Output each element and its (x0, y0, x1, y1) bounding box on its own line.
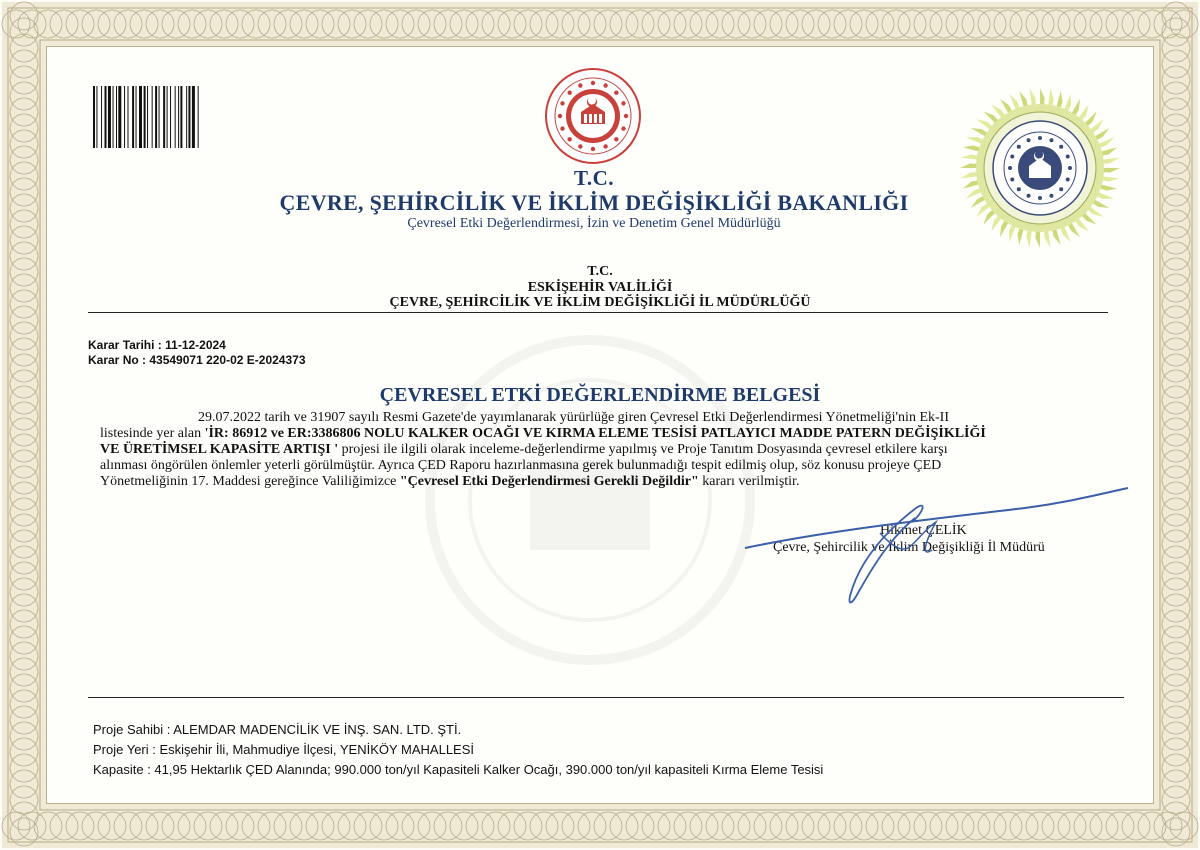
project-name-part-1: 'İR: 86912 ve ER:3386806 NOLU KALKER OCAĞI VE KIRMA ELEME TESİSİ PATLAYICI MADDE PATERN DEĞİŞİKLİĞİ (204, 426, 986, 441)
decision-date: Karar Tarihi : 11-12-2024 (88, 338, 226, 352)
body-line-4 (100, 458, 941, 474)
body-line-1 (198, 410, 949, 426)
provincial-directorate-name: ÇEVRE, ŞEHİRCİLİK VE İKLİM DEĞİŞİKLİĞİ İL MÜDÜRLÜĞÜ (389, 295, 811, 310)
body-line-2-text: listesinde yer alan (100, 426, 205, 441)
project-name-part-2: VE ÜRETİMSEL KAPASİTE ARTIŞI ' (100, 442, 339, 457)
body-line-3 (100, 442, 948, 458)
decision-number: Karar No : 43549071 220-02 E-2024373 (88, 353, 306, 367)
project-capacity: Kapasite : 41,95 Hektarlık ÇED Alanında; 990.000 ton/yıl Kapasiteli Kalker Ocağı, 390.000 ton/yıl kapasiteli Kırma Eleme Tesisi (93, 762, 824, 777)
body-line-4-text: alınması öngörülen önlemler yeterli görülmüştür. Ayrıca ÇED Raporu hazırlanmasına gerek bulunmadığı tespit edilmiş olup, söz konusu projeye ÇED (100, 458, 942, 473)
signatory-title: Çevre, Şehircilik ve İklim Değişikliği İl Müdürü (773, 540, 1045, 555)
footer-divider (88, 697, 1124, 698)
governorate-tc-heading: T.C. (587, 264, 613, 279)
signatory-name: Hikmet ÇELİK (880, 523, 967, 538)
body-line-5-text: Yönetmeliğinin 17. Maddesi gereğince Valiliğimizce (100, 474, 400, 489)
barcode-icon (93, 86, 269, 148)
body-line-5-end: kararı verilmiştir. (698, 474, 800, 489)
ministry-name: ÇEVRE, ŞEHİRCİLİK VE İKLİM DEĞİŞİKLİĞİ BAKANLIĞI (279, 190, 909, 215)
document-title: ÇEVRESEL ETKİ DEĞERLENDİRME BELGESİ (379, 384, 821, 406)
body-line-3-text: projesi ile ilgili olarak inceleme-değerlendirme yapılmış ve Proje Tanıtım Dosyasında çevresel etkilere karşı (338, 442, 948, 457)
handwritten-signature (740, 478, 1140, 608)
project-location: Proje Yeri : Eskişehir İli, Mahmudiye İlçesi, YENİKÖY MAHALLESİ (93, 742, 475, 757)
ministry-subtitle: Çevresel Etki Değerlendirmesi, İzin ve Denetim Genel Müdürlüğü (407, 216, 781, 231)
decision-statement: "Çevresel Etki Değerlendirmesi Gerekli Değildir" (399, 474, 699, 489)
ministry-emblem-icon (543, 66, 643, 166)
header-divider (88, 312, 1108, 313)
body-line-5 (100, 474, 799, 490)
project-owner: Proje Sahibi : ALEMDAR MADENCİLİK VE İNŞ. SAN. LTD. ŞTİ. (93, 722, 462, 737)
ministry-tc-heading: T.C. (573, 166, 615, 190)
watermark-emblem (420, 330, 760, 670)
body-line-2 (100, 426, 986, 442)
body-line-1-text: 29.07.2022 tarih ve 31907 sayılı Resmi Gazete'de yayımlanarak yürürlüğe giren Çevresel Etki Değerlendirmesi Yönetmeliği'nin Ek-II (198, 410, 949, 425)
governorate-name: ESKİŞEHİR VALİLİĞİ (527, 280, 673, 295)
